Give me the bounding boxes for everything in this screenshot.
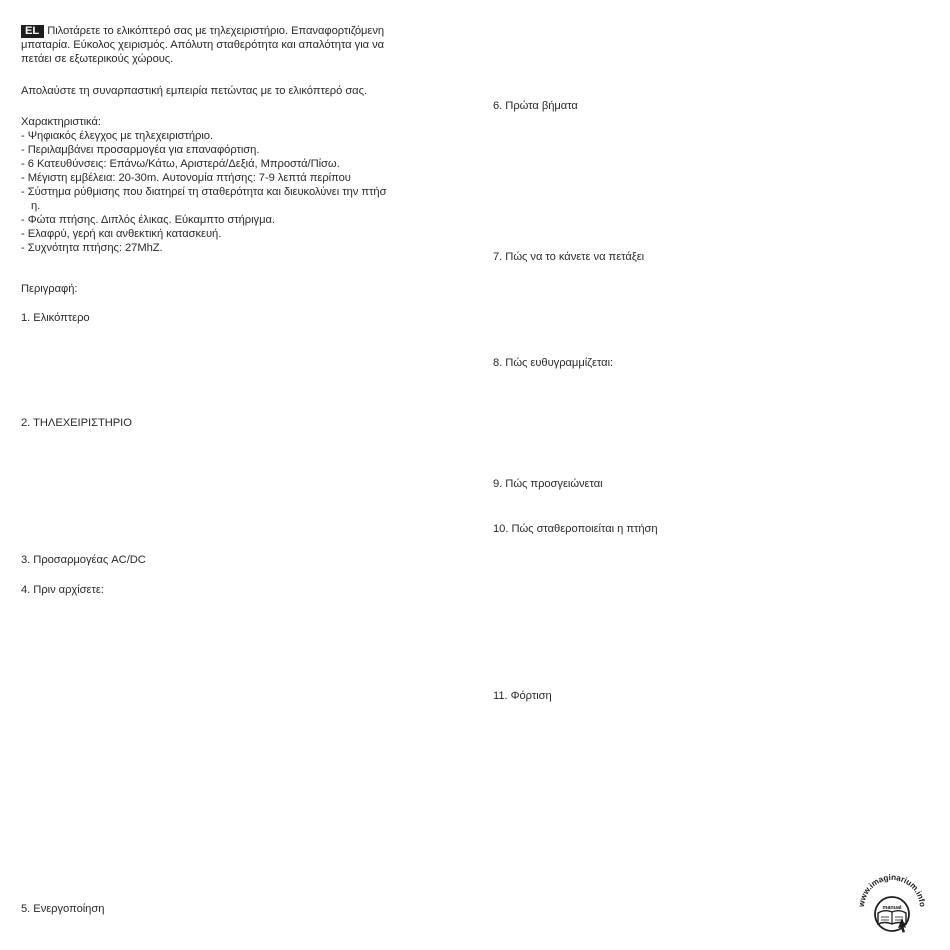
features-title: Χαρακτηριστικά: (21, 116, 101, 128)
logo-book-text: manual (882, 905, 902, 911)
feature-item: - Ελαφρύ, γερή και ανθεκτική κατασκευή. (21, 228, 222, 240)
feature-item: - Περιλαμβάνει προσαρμογέα για επαναφόρτιση. (21, 144, 260, 156)
language-badge: EL (21, 25, 44, 38)
section-heading-helicopter: 1. Ελικόπτερο (21, 312, 90, 324)
intro-line-2: μπαταρία. Εύκολος χειρισμός. Απόλυτη σταθερότητα και απαλότητα για να (21, 39, 385, 51)
section-heading-first-steps: 6. Πρώτα βήματα (493, 100, 578, 112)
section-heading-remote: 2. ΤΗΛΕΧΕΙΡΙΣΤΗΡΙΟ (21, 417, 132, 429)
section-heading-how-to-fly: 7. Πώς να το κάνετε να πετάξει (493, 251, 645, 263)
section-heading-power-on: 5. Ενεργοποίηση (21, 903, 105, 915)
section-heading-before-start: 4. Πριν αρχίσετε: (21, 584, 104, 596)
imaginarium-logo (852, 862, 932, 942)
intro-paragraph (21, 24, 461, 66)
logo-ring-text: www.imaginarium.info (856, 872, 928, 908)
feature-item-continuation: η. (31, 200, 41, 212)
section-heading-charging: 11. Φόρτιση (493, 690, 552, 702)
intro-line-3: πετάει σε εξωτερικούς χώρους. (21, 53, 174, 65)
feature-item: - 6 Κατευθύνσεις: Επάνω/Κάτω, Αριστερά/Δεξιά, Μπροστά/Πίσω. (21, 158, 340, 170)
feature-item: - Φώτα πτήσης. Διπλός έλικας. Εύκαμπτο στήριγμα. (21, 214, 275, 226)
section-heading-landing: 9. Πώς προσγειώνεται (493, 478, 603, 490)
section-heading-alignment: 8. Πώς ευθυγραμμίζεται: (493, 357, 614, 369)
feature-item: - Μέγιστη εμβέλεια: 20-30m. Αυτονομία πτήσης: 7-9 λεπτά περίπου (21, 172, 351, 184)
enjoy-text: Απολαύστε τη συναρπαστική εμπειρία πετώντας με το ελικόπτερό σας. (21, 85, 367, 97)
description-title: Περιγραφή: (21, 283, 78, 295)
feature-item: - Ψηφιακός έλεγχος με τηλεχειριστήριο. (21, 130, 214, 142)
intro-line-1: EL Πιλοτάρετε το ελικόπτερό σας με τηλεχειριστήριο. Επαναφορτιζόμενη (21, 24, 461, 38)
features-list (21, 115, 386, 255)
feature-item: - Σύστημα ρύθμισης που διατηρεί τη σταθερότητα και διευκολύνει την πτήσ (21, 186, 387, 198)
book-with-arrow-icon (875, 897, 909, 933)
feature-item: - Συχνότητα πτήσης: 27MhZ. (21, 242, 163, 254)
section-heading-stabilization: 10. Πώς σταθεροποιείται η πτήση (493, 523, 658, 535)
section-heading-adapter: 3. Προσαρμογέας AC/DC (21, 554, 146, 566)
